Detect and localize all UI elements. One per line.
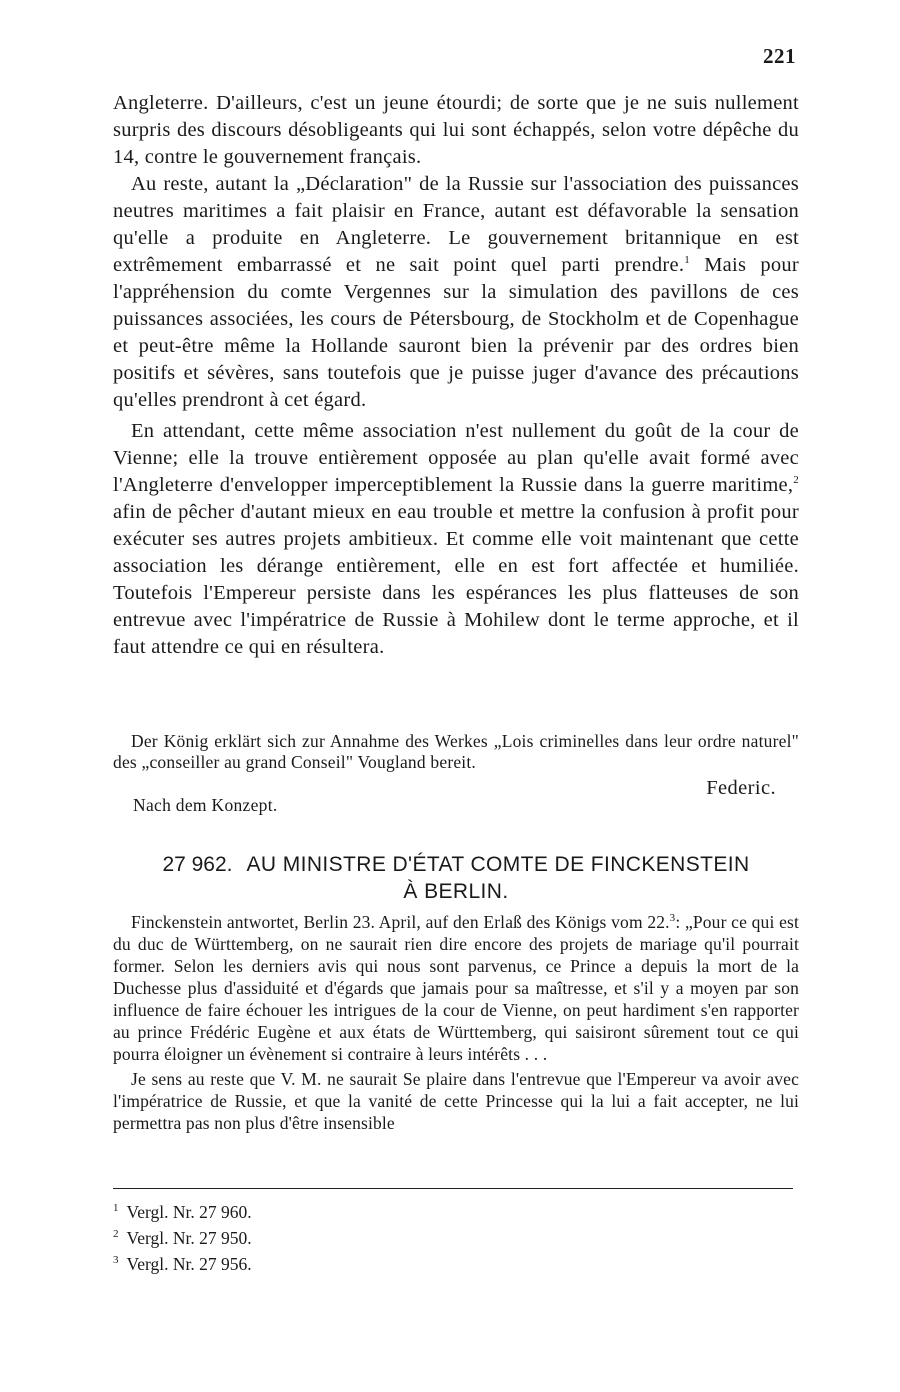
footnote-text: Vergl. Nr. 27 960. (126, 1201, 252, 1222)
paragraph (113, 171, 799, 414)
paragraph: Je sens au reste que V. M. ne saurait Se plaire dans l'entrevue que l'Empereur va avoir avec l'impératrice de Russie, et que la vanité de cette Princesse qui la lui a fait accepter, ne lui permettra pas non plus d'être insensible (113, 1069, 799, 1133)
paragraph-text: : „Pour ce qui est du duc de Württemberg, on ne saurait rien dire encore des projets de mariage qu'il pourrait former. Selon les derniers avis qui nous sont parvenus, ce Prince a depuis la mort de la Duchesse plus d'assiduité et d'égards que jamais pour sa maîtresse, et s'il y a moyen par son influence de faire échouer les intrigues de la cour de Vienne, on peut hardiment s'en rapporter au prince Frédéric Eugène et aux états de Württemberg, qui saisiront sûrement tout ce qui pourra éloigner un évènement si contraire à leurs intérêts . . . (113, 912, 799, 1064)
footnote-mark: 2 (113, 1227, 119, 1240)
footnote-ref: 2 (793, 474, 799, 487)
paragraph-text: En attendant, cette même association n'est nullement du goût de la cour de Vienne; elle la trouve entièrement opposée au plan qu'elle avait formé avec l'Angleterre d'envelopper imperceptiblement la Russie dans la guerre maritime, (113, 420, 799, 496)
heading-title: AU MINISTRE D'ÉTAT COMTE DE FINCKENSTEIN (246, 853, 750, 876)
footnote-text: Vergl. Nr. 27 950. (126, 1227, 252, 1248)
heading-line (113, 851, 799, 878)
footnote-ref: 3 (669, 912, 676, 925)
main-text (113, 90, 799, 661)
footnote (113, 1223, 252, 1249)
document-heading (113, 851, 799, 905)
footnote-divider (113, 1188, 793, 1189)
signature: Federic. (706, 777, 776, 799)
footnote-mark: 3 (113, 1253, 119, 1266)
german-note: Der König erklärt sich zur Annahme des Werkes „Lois criminelles dans leur ordre naturel" des „conseiller au grand Conseil" Vougland bereit. (113, 731, 799, 772)
footnote-mark: 1 (113, 1202, 119, 1214)
paragraph-text: Finckenstein antwortet, Berlin 23. April, auf den Erlaß des Königs vom 22. (131, 912, 670, 932)
heading-line: À BERLIN. (403, 880, 509, 903)
footnote-ref: 1 (684, 254, 690, 267)
footnote-text: Vergl. Nr. 27 956. (126, 1253, 252, 1274)
paragraph (113, 911, 799, 1065)
footnote (113, 1249, 252, 1275)
document-number: 27 962. (162, 853, 233, 876)
summary-text (113, 911, 799, 1134)
footnotes (113, 1197, 252, 1274)
footnote (113, 1197, 252, 1223)
paragraph-text: Mais pour l'appréhension du comte Vergennes sur la simulation des pavillons de ces puissances associées, les cours de Pétersbourg, de Stockholm et de Copenhague et peut-être même la Hollande sauront bien la prévenir par des ordres bien positifs et sévères, sans toutefois que je puisse juger d'avance des précautions qu'elles prendront à cet égard. (113, 254, 800, 411)
paragraph-text: afin de pêcher d'autant mieux en eau trouble et mettre la confusion à profit pour exécuter ses autres projets ambitieux. Et comme elle voit maintenant que cette association les dérange entièrement, elle en est fort affectée et humiliée. Toutefois l'Empereur persiste dans les espérances les plus flatteuses de son entrevue avec l'impératrice de Russie à Mohilew dont le terme approche, et il faut attendre ce qui en résultera. (113, 501, 799, 658)
paragraph (113, 418, 799, 661)
paragraph: Angleterre. D'ailleurs, c'est un jeune étourdi; de sorte que je ne suis nullement surpris des discours désobligeants qui lui sont échappés, selon votre dépêche du 14, contre le gouvernement français. (113, 92, 799, 168)
page-number: 221 (763, 44, 796, 68)
paragraph-text: Au reste, autant la „Déclaration" de la Russie sur l'association des puissances neutres maritimes a fait plaisir en France, autant est défavorable la sensation qu'elle a produite en Angleterre. Le gouvernement britannique en est extrêmement embarrassé et ne sait point quel parti prendre. (113, 173, 799, 276)
source-note: Nach dem Konzept. (133, 795, 278, 815)
